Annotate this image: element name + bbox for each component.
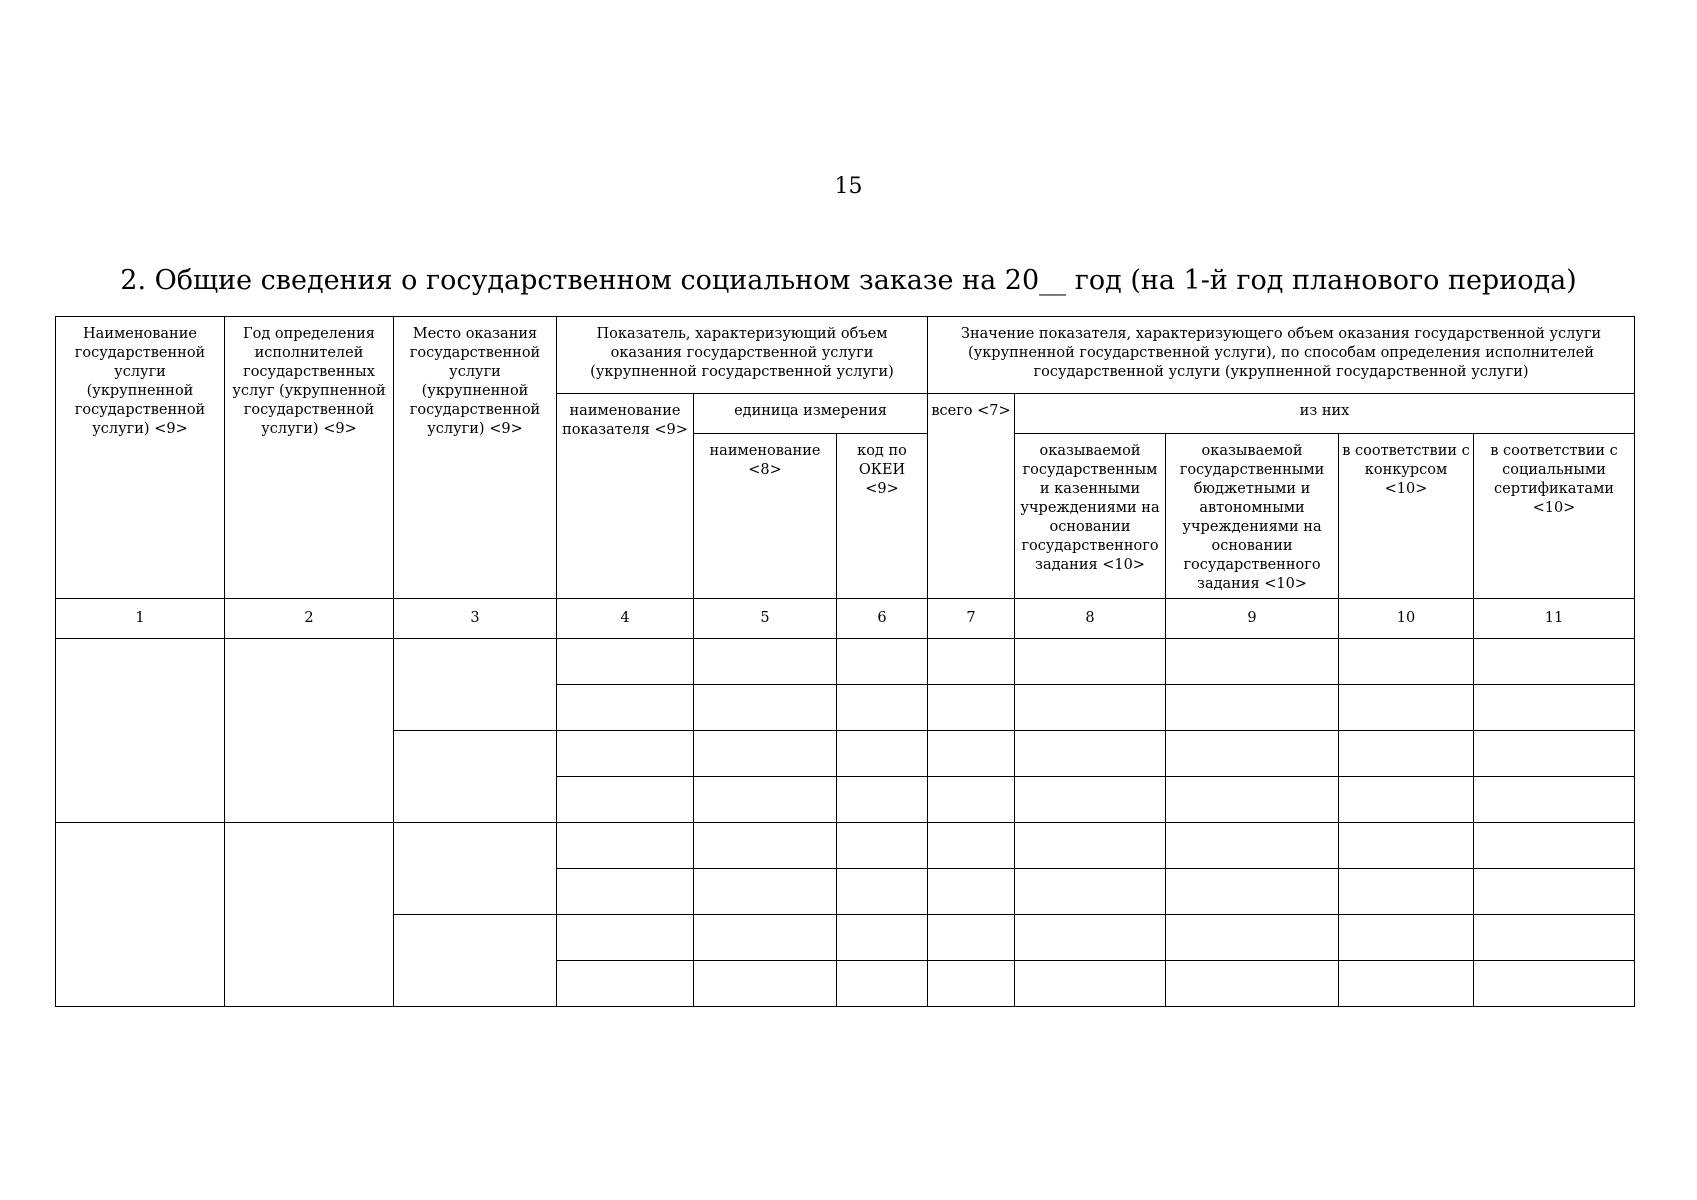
section-title: 2. Общие сведения о государственном социальном заказе на 20__ год (на 1-й год планового периода) — [120, 265, 1577, 296]
empty-cell — [557, 777, 694, 823]
empty-cell — [694, 915, 837, 961]
empty-cell — [694, 823, 837, 869]
empty-cell — [394, 915, 557, 1007]
empty-cell — [1166, 823, 1339, 869]
header-indicator-name: наименование показателя <9> — [557, 394, 694, 599]
empty-cell — [694, 639, 837, 685]
social-order-table — [55, 316, 1635, 1007]
empty-cell — [928, 731, 1015, 777]
empty-cell — [1166, 731, 1339, 777]
empty-cell — [837, 869, 928, 915]
empty-cell — [928, 823, 1015, 869]
header-service-place: Место оказания государственной услуги (укрупненной государственной услуги) <9> — [394, 317, 557, 599]
header-budget-autonomous-institutions: оказываемой государственными бюджетными и автономными учреждениями на основании государственного задания <10> — [1166, 434, 1339, 599]
column-number: 8 — [1015, 599, 1166, 639]
empty-cell — [694, 731, 837, 777]
empty-cell — [1166, 869, 1339, 915]
empty-cell — [837, 685, 928, 731]
empty-cell — [1015, 639, 1166, 685]
empty-cell — [837, 731, 928, 777]
empty-cell — [1339, 869, 1474, 915]
empty-cell — [1339, 731, 1474, 777]
empty-cell — [837, 777, 928, 823]
empty-cell — [928, 869, 1015, 915]
column-number: 9 — [1166, 599, 1339, 639]
header-state-owned-institutions: оказываемой государственными казенными учреждениями на основании государственного задания <10> — [1015, 434, 1166, 599]
empty-cell — [837, 823, 928, 869]
header-competition: в соответствии с конкурсом <10> — [1339, 434, 1474, 599]
empty-cell — [1474, 731, 1635, 777]
empty-cell — [694, 777, 837, 823]
empty-cell — [557, 823, 694, 869]
header-determination-year: Год определения исполнителей государственных услуг (укрупненной государственной услуги) <9> — [225, 317, 394, 599]
header-social-certificates: в соответствии с социальными сертификатами <10> — [1474, 434, 1635, 599]
empty-cell — [394, 639, 557, 731]
empty-cell — [1015, 823, 1166, 869]
empty-cell — [557, 731, 694, 777]
empty-cell — [1474, 915, 1635, 961]
empty-cell — [557, 685, 694, 731]
column-number: 11 — [1474, 599, 1635, 639]
header-unit: единица измерения — [694, 394, 928, 434]
empty-cell — [1474, 685, 1635, 731]
column-number: 7 — [928, 599, 1015, 639]
empty-cell — [56, 823, 225, 1007]
header-value-group: Значение показателя, характеризующего объем оказания государственной услуги (укрупненной государственной услуги), по способам определения исполнителей государственной услуги (укрупненной государственной услуги) — [928, 317, 1635, 394]
empty-cell — [557, 869, 694, 915]
column-number: 2 — [225, 599, 394, 639]
empty-cell — [694, 685, 837, 731]
empty-cell — [56, 639, 225, 823]
column-number: 10 — [1339, 599, 1474, 639]
column-number: 5 — [694, 599, 837, 639]
empty-cell — [1474, 777, 1635, 823]
empty-cell — [1015, 961, 1166, 1007]
column-number: 3 — [394, 599, 557, 639]
empty-cell — [1166, 639, 1339, 685]
empty-cell — [928, 915, 1015, 961]
empty-cell — [1166, 961, 1339, 1007]
empty-cell — [694, 869, 837, 915]
empty-cell — [1339, 685, 1474, 731]
empty-cell — [694, 961, 837, 1007]
header-unit-name: наименование <8> — [694, 434, 837, 599]
empty-cell — [1166, 685, 1339, 731]
empty-cell — [394, 823, 557, 915]
empty-cell — [557, 639, 694, 685]
page-number: 15 — [834, 174, 863, 199]
empty-cell — [928, 961, 1015, 1007]
column-number: 1 — [56, 599, 225, 639]
empty-cell — [1474, 869, 1635, 915]
column-number: 6 — [837, 599, 928, 639]
empty-cell — [837, 639, 928, 685]
empty-cell — [1339, 639, 1474, 685]
empty-cell — [1339, 915, 1474, 961]
table-row — [56, 823, 1635, 869]
empty-cell — [1015, 731, 1166, 777]
empty-cell — [1474, 961, 1635, 1007]
empty-cell — [394, 731, 557, 823]
empty-cell — [1166, 915, 1339, 961]
empty-cell — [1339, 823, 1474, 869]
empty-cell — [1015, 915, 1166, 961]
empty-cell — [557, 961, 694, 1007]
empty-cell — [928, 777, 1015, 823]
empty-cell — [928, 639, 1015, 685]
header-total: всего <7> — [928, 394, 1015, 599]
header-indicator-group: Показатель, характеризующий объем оказания государственной услуги (укрупненной государственной услуги) — [557, 317, 928, 394]
empty-cell — [1474, 639, 1635, 685]
column-numbers-row — [56, 599, 1635, 639]
empty-cell — [225, 639, 394, 823]
header-service-name: Наименование государственной услуги (укрупненной государственной услуги) <9> — [56, 317, 225, 599]
empty-cell — [1474, 823, 1635, 869]
header-okei-code: код по ОКЕИ <9> — [837, 434, 928, 599]
empty-cell — [1015, 685, 1166, 731]
column-number: 4 — [557, 599, 694, 639]
empty-cell — [837, 961, 928, 1007]
empty-cell — [1339, 961, 1474, 1007]
empty-cell — [1166, 777, 1339, 823]
empty-cell — [837, 915, 928, 961]
empty-cell — [928, 685, 1015, 731]
empty-cell — [557, 915, 694, 961]
empty-cell — [225, 823, 394, 1007]
table-row — [56, 639, 1635, 685]
empty-cell — [1339, 777, 1474, 823]
empty-cell — [1015, 777, 1166, 823]
empty-cell — [1015, 869, 1166, 915]
header-of-which: из них — [1015, 394, 1635, 434]
